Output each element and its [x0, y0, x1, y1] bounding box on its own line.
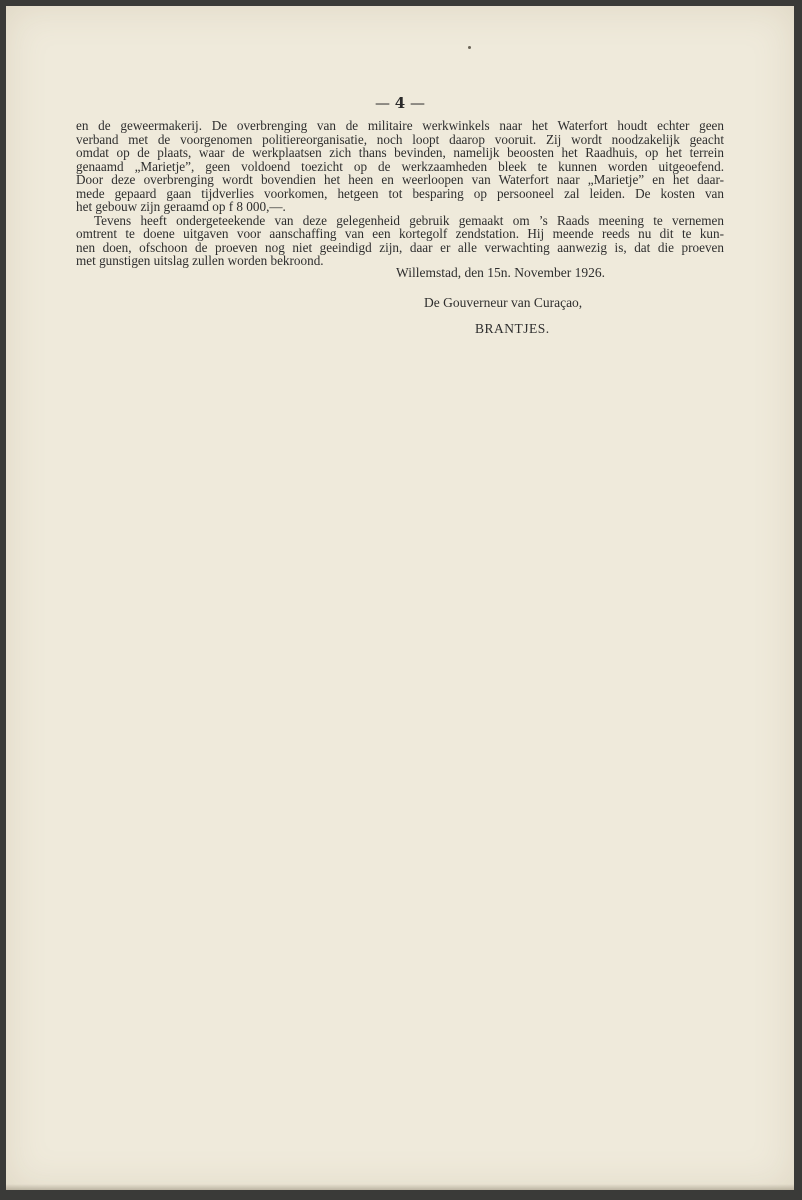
paper-speck [468, 46, 471, 49]
text-line: met gunstigen uitslag zullen worden bekroond. [76, 253, 324, 268]
text-line: omtrent te doene uitgaven voor aanschaffing van een kortegolf zendstation. Hij meende reeds nu dit te kun- [76, 226, 724, 241]
text-line: en de geweermakerij. De overbrenging van de militaire werkwinkels naar het Waterfort houdt echter geen [76, 118, 724, 133]
text-line: verband met de voorgenomen politiereorganisatie, noch loopt daarop vooruit. Zij wordt noodzakelijk geacht [76, 131, 724, 147]
text-line: Tevens heeft ondergeteekende van deze gelegenheid gebruik gemaakt om ’s Raads meening te vernemen [94, 212, 724, 228]
text-line: Door deze overbrenging wordt bovendien het heen en weerloopen van Waterfort naar „Marietje” en het daar- [76, 172, 724, 187]
signature-name: BRANTJES. [475, 321, 550, 336]
text-line: genaamd „Marietje”, geen voldoend toezicht op de werkzaamheden bleek te kunnen worden uitgeoefend. [76, 158, 724, 174]
text-line: nen doen, ofschoon de proeven nog niet geeindigd zijn, daar er alle verwachting aanwezig is, dat die proeven [76, 239, 724, 255]
text-line: het gebouw zijn geraamd op f 8 000,—. [76, 199, 286, 214]
text-line: mede gepaard gaan tijdverlies voorkomen, hetgeen tot besparing op persooneel zal leiden. De kosten van [76, 185, 724, 201]
signatory-title: De Gouverneur van Curaçao, [424, 295, 583, 310]
place-date: Willemstad, den 15n. November 1926. [396, 265, 606, 280]
page-edge-shadow [6, 1184, 794, 1190]
body-text [76, 119, 724, 268]
page-number: — 4 — [375, 94, 425, 112]
text-line: omdat op de plaats, waar de werkplaatsen zich thans bevinden, namelijk beoosten het Raadhuis, op het terrein [76, 145, 724, 160]
document-page [6, 6, 794, 1190]
